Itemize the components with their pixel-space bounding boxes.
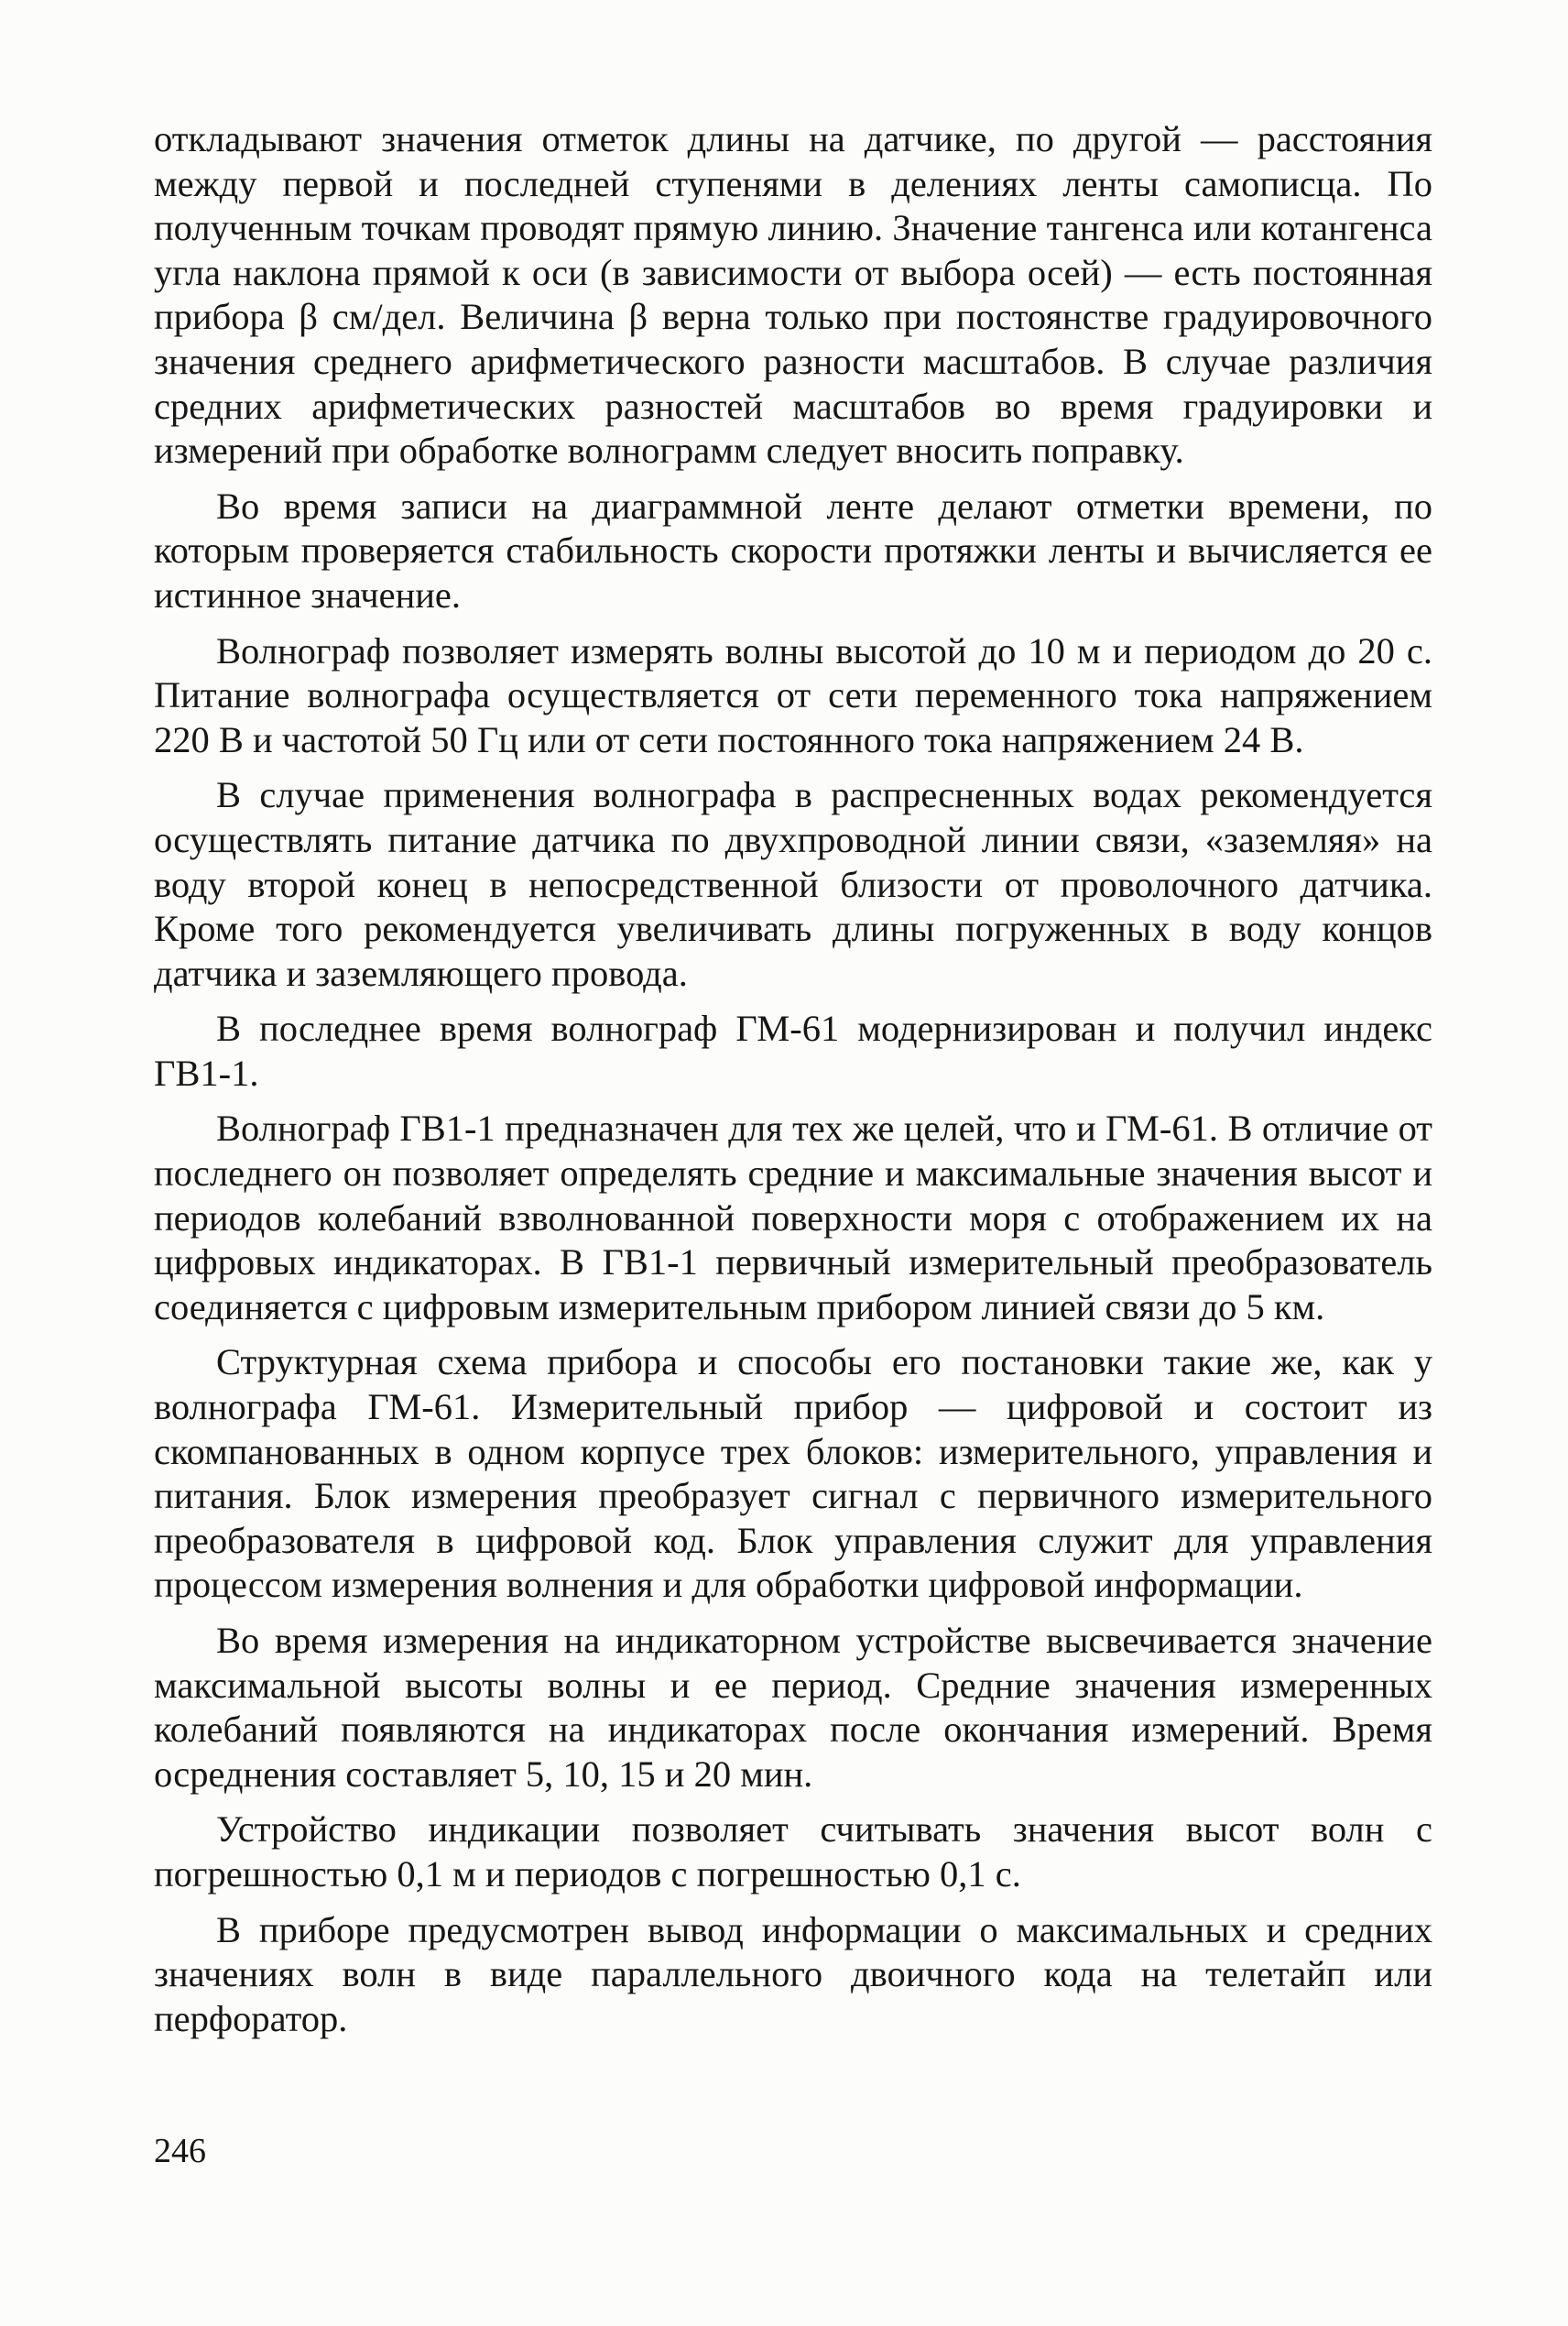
paragraph-time-marks: Во время записи на диаграммной ленте делают отметки времени, по которым проверяется стабильность скорости протяжки ленты и вычисляется ее истинное значение. <box>154 485 1432 616</box>
paragraph-structure: Структурная схема прибора и способы его постановки такие же, как у волнографа ГМ-61. Измерительный прибор — цифровой и состоит из скомпанованных в одном корпусе трех блоков: измерительного, управления и питания. Блок измерения преобразует сигнал с первичного измерительного преобразователя в цифровой код. Блок управления служит для управления процессом измерения волнения и для обработки цифровой информации. <box>154 1341 1432 1606</box>
page-number: 246 <box>154 2132 206 2170</box>
body-text <box>154 117 1432 2052</box>
paragraph-output: В приборе предусмотрен вывод информации о максимальных и средних значениях волн в виде параллельного двоичного кода на телетайп или перфоратор. <box>154 1908 1432 2039</box>
paragraph-modernization: В последнее время волнограф ГМ-61 модернизирован и получил индекс ГВ1-1. <box>154 1008 1432 1094</box>
paragraph-continuation: откладывают значения отметок длины на датчике, по другой — расстояния между первой и последней ступенями в делениях ленты самописца. По полученным точкам проводят прямую линию. Значение тангенса или котангенса угла наклона прямой к оси (в зависимости от выбора осей) — есть постоянная прибора β см/дел. Величина β верна только при постоянстве градуировочного значения среднего арифметического разности масштабов. В случае различия средних арифметических разностей масштабов во время градуировки и измерений при обработке волнограмм следует вносить поправку. <box>154 118 1432 472</box>
paragraph-accuracy: Устройство индикации позволяет считывать значения высот волн с погрешностью 0,1 м и периодов с погрешностью 0,1 с. <box>154 1808 1432 1895</box>
paragraph-gv1-purpose: Волнограф ГВ1-1 предназначен для тех же целей, что и ГМ-61. В отличие от последнего он позволяет определять средние и максимальные значения высот и периодов колебаний взволнованной поверхности моря с отображением их на цифровых индикаторах. В ГВ1-1 первичный измерительный преобразователь соединяется с цифровым измерительным прибором линией связи до 5 км. <box>154 1108 1432 1327</box>
paragraph-indicator: Во время измерения на индикаторном устройстве высвечивается значение максимальной высоты волны и ее период. Средние значения измеренных колебаний появляются на индикаторах после окончания измерений. Время осреднения составляет 5, 10, 15 и 20 мин. <box>154 1620 1432 1795</box>
paragraph-fresh-water: В случае применения волнографа в распресненных водах рекомендуется осуществлять питание датчика по двухпроводной линии связи, «заземляя» на воду второй конец в непосредственной близости от проволочного датчика. Кроме того рекомендуется увеличивать длины погруженных в воду концов датчика и заземляющего провода. <box>154 774 1432 994</box>
paragraph-measurement-range: Волнограф позволяет измерять волны высотой до 10 м и периодом до 20 с. Питание волнографа осуществляется от сети переменного тока напряжением 220 В и частотой 50 Гц или от сети постоянного тока напряжением 24 В. <box>154 629 1432 760</box>
